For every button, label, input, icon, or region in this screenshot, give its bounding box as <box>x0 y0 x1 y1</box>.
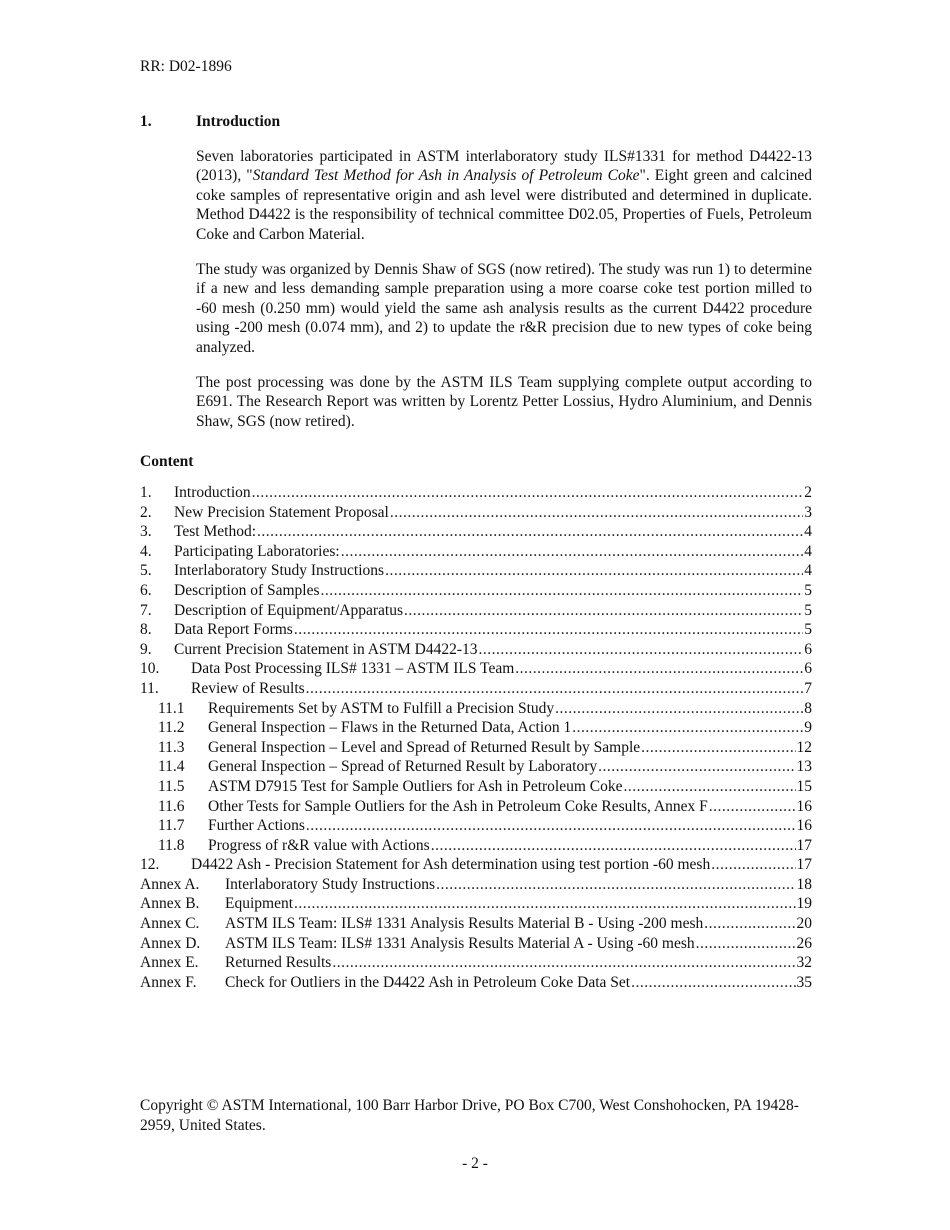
toc-entry-page[interactable]: 16 <box>796 817 812 835</box>
toc-entry-title[interactable]: Data Report Forms <box>174 621 293 639</box>
toc-entry-number: 12. <box>140 856 160 874</box>
toc-entry-page[interactable]: 19 <box>796 895 812 913</box>
toc-entry-number: 6. <box>140 581 152 599</box>
toc-entry-page[interactable]: 7 <box>804 679 812 697</box>
toc-dot-leader <box>321 581 804 601</box>
toc-entry[interactable] <box>140 679 812 699</box>
toc-entry[interactable] <box>140 934 812 954</box>
toc-entry-number: Annex D. <box>140 934 201 952</box>
toc-dot-leader <box>306 816 796 836</box>
toc-dot-leader <box>696 934 796 954</box>
toc-dot-leader <box>294 620 803 640</box>
intro-paragraph-1 <box>196 147 812 245</box>
toc-entry[interactable] <box>140 718 812 738</box>
toc-entry-page[interactable]: 16 <box>796 797 812 815</box>
toc-entry[interactable] <box>140 953 812 973</box>
toc-entry-title[interactable]: Equipment <box>225 895 294 913</box>
toc-entry-number: 11.1 <box>158 699 185 717</box>
toc-entry-page[interactable]: 13 <box>796 758 812 776</box>
toc-dot-leader <box>341 542 804 562</box>
toc-entry[interactable] <box>140 522 812 542</box>
toc-entry-title[interactable]: General Inspection – Flaws in the Returned Data, Action 1 <box>208 719 572 737</box>
toc-entry-title[interactable]: D4422 Ash - Precision Statement for Ash determination using test portion -60 mesh <box>191 856 711 874</box>
toc-entry-title[interactable]: ASTM ILS Team: ILS# 1331 Analysis Results Material B - Using -200 mesh <box>225 915 704 933</box>
toc-dot-leader <box>332 953 795 973</box>
toc-dot-leader <box>598 757 795 777</box>
toc-entry-title[interactable]: Description of Equipment/Apparatus <box>174 601 404 619</box>
toc-entry-page[interactable]: 8 <box>804 699 812 717</box>
toc-entry[interactable] <box>140 894 812 914</box>
toc-entry-number: 8. <box>140 621 152 639</box>
toc-entry[interactable] <box>140 855 812 875</box>
toc-dot-leader <box>555 699 803 719</box>
toc-dot-leader <box>257 522 803 542</box>
introduction-section <box>140 113 812 440</box>
toc-entry-number: 11.2 <box>158 719 185 737</box>
toc-entry-page[interactable]: 5 <box>804 601 812 619</box>
toc-entry-title[interactable]: ASTM ILS Team: ILS# 1331 Analysis Results Material A - Using -60 mesh <box>225 934 695 952</box>
toc-dot-leader <box>306 679 804 699</box>
toc-entry-page[interactable]: 17 <box>796 856 812 874</box>
toc-entry[interactable] <box>140 875 812 895</box>
intro-p1-text-a: Seven laboratories participated in ASTM interlaboratory study ILS#1331 for method D4422-13 (2013), " <box>196 147 812 184</box>
toc-entry-number: 11.4 <box>158 758 185 776</box>
toc-entry-number: 5. <box>140 562 152 580</box>
toc-entry-title[interactable]: New Precision Statement Proposal <box>174 503 389 521</box>
toc-entry-page[interactable]: 32 <box>796 954 812 972</box>
toc-entry-number: Annex A. <box>140 875 200 893</box>
toc-entry[interactable] <box>140 620 812 640</box>
toc-dot-leader <box>294 894 795 914</box>
toc-dot-leader <box>252 483 804 503</box>
toc-entry-title[interactable]: Check for Outliers in the D4422 Ash in Petroleum Coke Data Set <box>225 973 631 991</box>
toc-entry-number: 3. <box>140 523 152 541</box>
toc-dot-leader <box>431 836 796 856</box>
toc-entry-page[interactable]: 5 <box>804 621 812 639</box>
toc-entry[interactable] <box>140 836 812 856</box>
toc-dot-leader <box>515 659 803 679</box>
running-header: RR: D02-1896 <box>140 58 232 75</box>
toc-entry-title[interactable]: Interlaboratory Study Instructions <box>174 562 385 580</box>
toc-entry[interactable] <box>140 738 812 758</box>
toc-entry-page[interactable]: 35 <box>796 973 812 991</box>
toc-entry-number: 11. <box>140 679 159 697</box>
toc-entry-number: Annex C. <box>140 915 200 933</box>
toc-entry-title[interactable]: Requirements Set by ASTM to Fulfill a Precision Study <box>208 699 555 717</box>
toc-entry-number: 11.8 <box>158 836 185 854</box>
toc-entry-number: 11.6 <box>158 797 185 815</box>
toc-entry[interactable] <box>140 973 812 993</box>
toc-dot-leader <box>479 640 804 660</box>
toc-entry-number: 4. <box>140 542 152 560</box>
toc-entry-number: 2. <box>140 503 152 521</box>
toc-entry-title[interactable]: Further Actions <box>208 817 305 835</box>
toc-entry-title[interactable]: Review of Results <box>191 679 305 697</box>
toc-entry-page[interactable]: 4 <box>804 542 812 560</box>
toc-entry[interactable] <box>140 561 812 581</box>
toc-entry-page[interactable]: 9 <box>804 719 812 737</box>
toc-entry-title[interactable]: Test Method: <box>174 523 257 541</box>
toc-dot-leader <box>704 914 795 934</box>
toc-entry[interactable] <box>140 777 812 797</box>
toc-entry-page[interactable]: 4 <box>804 523 812 541</box>
toc-entry[interactable] <box>140 581 812 601</box>
toc-entry-page[interactable]: 18 <box>796 875 812 893</box>
toc-entry-page[interactable]: 6 <box>804 660 812 678</box>
toc-entry-title[interactable]: Returned Results <box>225 954 332 972</box>
toc-entry[interactable] <box>140 542 812 562</box>
intro-paragraph-3: The post processing was done by the ASTM ILS Team supplying complete output according to E691. The Research Report was written by Lorentz Petter Lossius, Hydro Aluminium, and Dennis Shaw, SGS (now retired). <box>196 373 812 430</box>
page-number: - 2 - <box>462 1155 488 1172</box>
toc-entry-page[interactable]: 5 <box>804 581 812 599</box>
copyright-notice: Copyright © ASTM International, 100 Barr Harbor Drive, PO Box C700, West Conshohocken, PA 19428-2959, United States. <box>140 1097 799 1134</box>
toc-entry-page[interactable]: 17 <box>796 836 812 854</box>
toc-entry-page[interactable]: 6 <box>804 640 812 658</box>
section-number: 1. <box>140 113 152 130</box>
toc-entry[interactable] <box>140 659 812 679</box>
toc-dot-leader <box>709 797 796 817</box>
toc-entry-title[interactable]: Introduction <box>174 484 251 501</box>
toc-entry-page[interactable]: 3 <box>804 503 812 521</box>
method-title-italic: Standard Test Method for Ash in Analysis of Petroleum Coke <box>252 167 640 184</box>
toc-entry-number: Annex E. <box>140 954 199 972</box>
toc-dot-leader <box>572 718 803 738</box>
toc-entry[interactable] <box>140 601 812 621</box>
toc-entry-title[interactable]: Other Tests for Sample Outliers for the Ash in Petroleum Coke Results, Annex F <box>208 797 708 815</box>
toc-dot-leader <box>385 561 803 581</box>
toc-entry-title[interactable]: Progress of r&R value with Actions <box>208 836 430 854</box>
table-of-contents <box>140 483 812 992</box>
toc-entry-title[interactable]: General Inspection – Spread of Returned Result by Laboratory <box>208 758 598 776</box>
toc-entry-page[interactable]: 15 <box>796 777 812 795</box>
toc-entry-number: Annex F. <box>140 973 197 991</box>
intro-paragraph-2: The study was organized by Dennis Shaw of SGS (now retired). The study was run 1) to determine if a new and less demanding sample preparation using a more coarse coke test portion milled to -60 mesh (0.250 mm) would yield the same ash analysis results as the current D4422 procedure using -200 mesh (0.074 mm), and 2) to update the r&R precision due to new types of coke being analyzed. <box>196 260 812 356</box>
section-heading <box>140 113 812 131</box>
toc-dot-leader <box>631 973 795 993</box>
toc-entry[interactable] <box>140 699 812 719</box>
toc-entry-number: 1. <box>140 484 152 501</box>
toc-entry-number: 10. <box>140 660 160 678</box>
toc-entry-page[interactable]: 12 <box>796 738 812 756</box>
toc-entry-page[interactable]: 4 <box>804 562 812 580</box>
toc-entry-page[interactable]: 2 <box>804 484 812 501</box>
toc-entry[interactable] <box>140 797 812 817</box>
intro-p1-text-b: ". Eight green and calcined coke samples of representative origin and ash level were distributed and determined in duplicate. Method D4422 is the responsibility of technical committee D02.05, Properties of Fuels, Petroleum Coke and Carbon Material. <box>196 167 813 243</box>
toc-entry[interactable] <box>140 503 812 523</box>
toc-dot-leader <box>436 875 795 895</box>
toc-dot-leader <box>404 601 803 621</box>
toc-entry[interactable] <box>140 483 812 503</box>
toc-entry[interactable] <box>140 816 812 836</box>
toc-entry-page[interactable]: 26 <box>796 934 812 952</box>
toc-entry-title[interactable]: Data Post Processing ILS# 1331 – ASTM ILS Team <box>191 660 515 678</box>
toc-dot-leader <box>390 503 803 523</box>
toc-dot-leader <box>624 777 796 797</box>
toc-entry-number: 11.3 <box>158 738 185 756</box>
toc-dot-leader <box>641 738 795 758</box>
toc-entry-title[interactable]: ASTM D7915 Test for Sample Outliers for Ash in Petroleum Coke <box>208 777 623 795</box>
toc-entry[interactable] <box>140 640 812 660</box>
section-title: Introduction <box>196 113 281 130</box>
toc-entry-number: 9. <box>140 640 152 658</box>
toc-title: Content <box>140 453 194 470</box>
toc-entry-title[interactable]: General Inspection – Level and Spread of Returned Result by Sample <box>208 738 641 756</box>
toc-entry-title[interactable]: Interlaboratory Study Instructions <box>225 875 436 893</box>
toc-entry[interactable] <box>140 914 812 934</box>
toc-entry[interactable] <box>140 757 812 777</box>
toc-dot-leader <box>711 855 795 875</box>
toc-entry-title[interactable]: Participating Laboratories: <box>174 542 340 560</box>
toc-entry-page[interactable]: 20 <box>796 915 812 933</box>
toc-entry-title[interactable]: Description of Samples <box>174 581 320 599</box>
toc-entry-number: 11.7 <box>158 817 185 835</box>
toc-entry-number: 7. <box>140 601 152 619</box>
toc-entry-number: 11.5 <box>158 777 185 795</box>
toc-entry-number: Annex B. <box>140 895 200 913</box>
toc-entry-title[interactable]: Current Precision Statement in ASTM D4422-13 <box>174 640 478 658</box>
